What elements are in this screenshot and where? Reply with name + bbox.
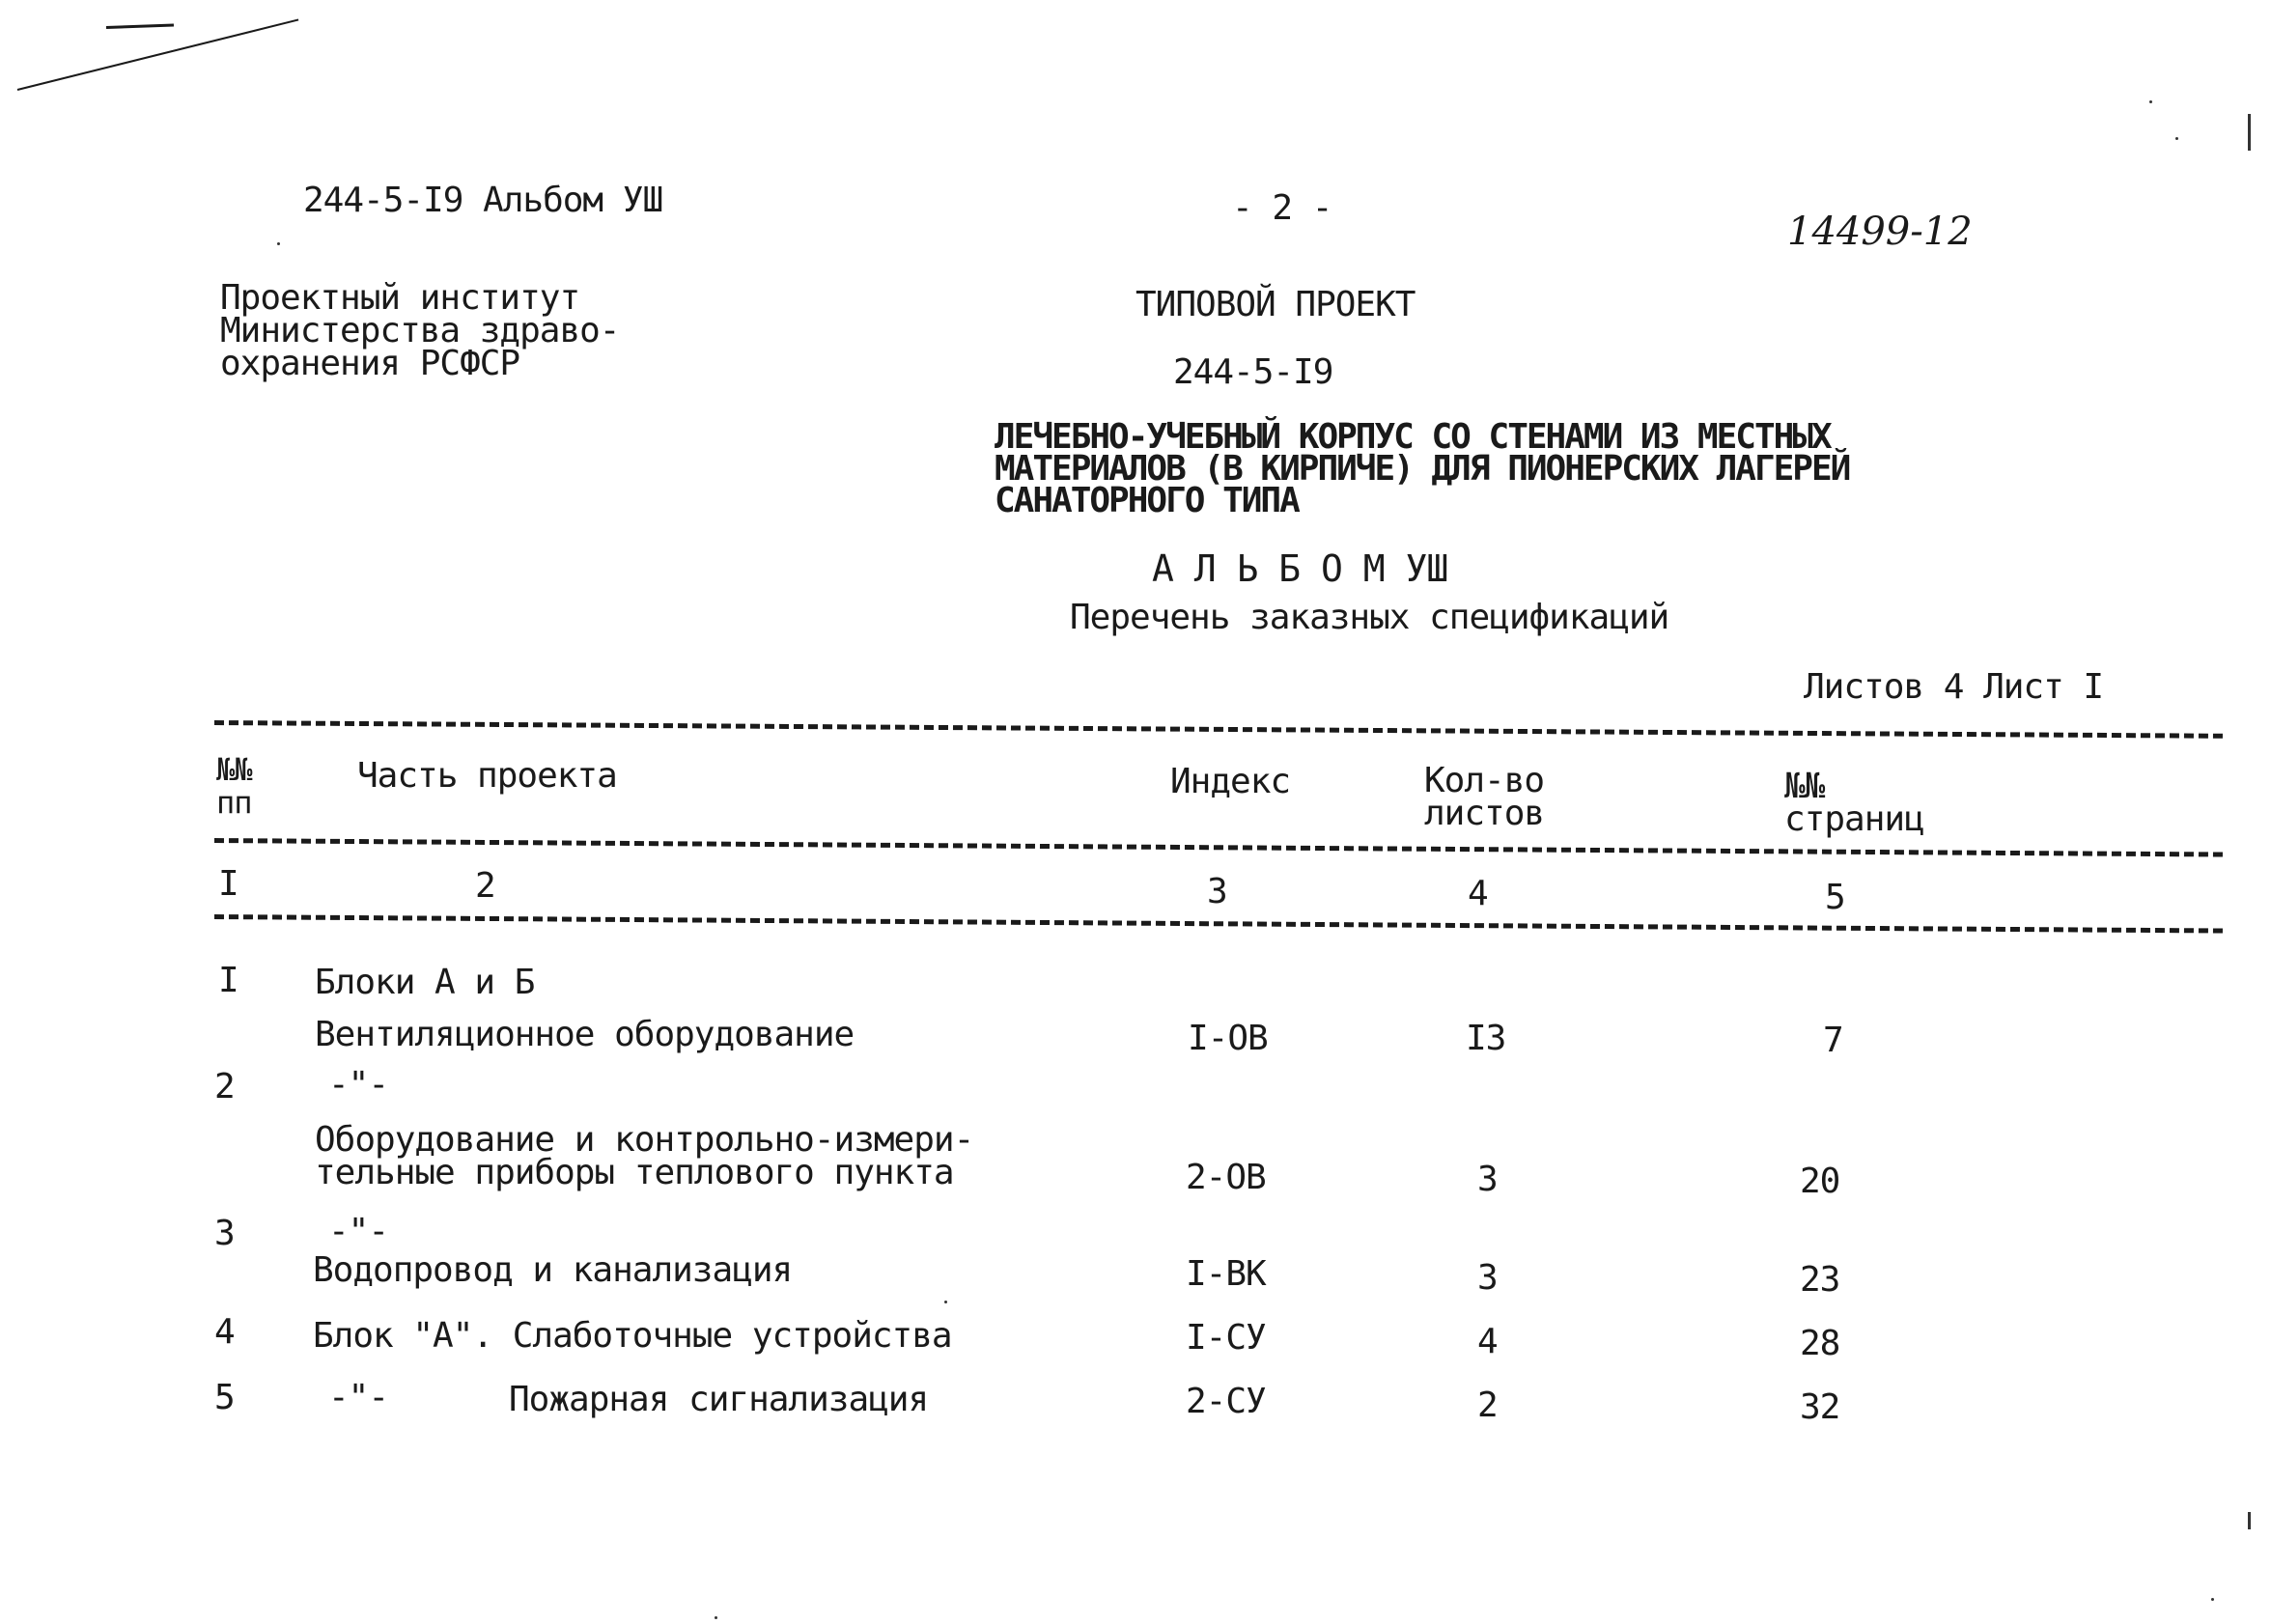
row-index: I-СУ [1186, 1318, 1266, 1358]
row-pages: 28 [1800, 1324, 1840, 1363]
scan-speck [2149, 100, 2152, 103]
row-ditto: -"- [328, 1212, 389, 1251]
column-header-num: №№ пп [216, 751, 252, 821]
table-rule-numbers [214, 914, 2223, 934]
album-title: А Л Ь Б О М УШ [1152, 547, 1448, 590]
row-ditto: -"- [328, 1065, 389, 1105]
row-ditto: -"- [328, 1378, 389, 1417]
page-number: - 2 - [1232, 188, 1332, 228]
row-part: Вентиляционное оборудование [315, 1015, 855, 1054]
album-subtitle: Перечень заказных спецификаций [1070, 598, 1669, 637]
pen-stroke [106, 24, 174, 29]
row-number: 2 [214, 1067, 235, 1106]
sheet-info: Листов 4 Лист I [1804, 667, 2104, 707]
scan-mark [2248, 114, 2251, 151]
column-header-sheets: Кол-во листов [1424, 761, 1545, 833]
column-number: I [218, 864, 238, 904]
row-index: 2-СУ [1186, 1382, 1266, 1421]
row-part: Оборудование и контрольно-измери- тельные приборы теплового пункта [315, 1120, 974, 1192]
scan-speck [944, 1301, 947, 1303]
row-number: 5 [214, 1378, 235, 1417]
row-sheets: 4 [1477, 1322, 1498, 1361]
scan-speck [2211, 1598, 2214, 1601]
row-pages: 7 [1823, 1021, 1843, 1060]
scan-speck [715, 1616, 717, 1619]
row-index: I-ОВ [1188, 1019, 1268, 1058]
row-part: Пожарная сигнализация [509, 1380, 929, 1419]
scan-speck [277, 242, 280, 245]
row-part: Водопровод и канализация [313, 1250, 793, 1290]
album-reference: 244-5-I9 Альбом УШ [303, 181, 663, 220]
row-pages: 20 [1800, 1162, 1840, 1201]
column-header-index: Индекс [1170, 762, 1291, 801]
column-number: 2 [475, 866, 495, 906]
row-sheets: 3 [1477, 1258, 1498, 1298]
project-label: ТИПОВОЙ ПРОЕКТ [1136, 285, 1416, 324]
row-pages: 23 [1800, 1260, 1840, 1300]
row-pages: 32 [1800, 1387, 1840, 1427]
column-number: 5 [1825, 878, 1845, 917]
project-title: ЛЕЧЕБНО-УЧЕБНЫЙ КОРПУС СО СТЕНАМИ ИЗ МЕСТНЫХ МАТЕРИАЛОВ (В КИРПИЧЕ) ДЛЯ ПИОНЕРСКИХ ЛАГЕРЕЙ САНАТОРНОГО ТИПА [995, 417, 1850, 520]
institute-name: Проектный институт Министерства здраво- охранения РСФСР [220, 278, 620, 383]
scan-mark [2248, 1512, 2251, 1529]
table-rule-top [214, 720, 2223, 739]
column-number: 4 [1468, 874, 1488, 913]
row-part: Блок "А". Слаботочные устройства [313, 1316, 952, 1356]
row-number: I [218, 961, 238, 1000]
pen-stroke [17, 18, 299, 91]
column-header-pages: №№ страниц [1784, 767, 1924, 839]
row-sheets: 2 [1477, 1386, 1498, 1425]
row-sheets: 3 [1477, 1160, 1498, 1199]
row-index: I-ВК [1186, 1254, 1266, 1294]
row-index: 2-ОВ [1186, 1158, 1266, 1197]
row-number: 3 [214, 1214, 235, 1253]
scan-speck [2175, 137, 2178, 140]
row-sheets: I3 [1466, 1019, 1506, 1058]
column-number: 3 [1207, 872, 1227, 911]
project-number: 244-5-I9 [1173, 352, 1333, 392]
row-group-title: Блоки А и Б [315, 963, 535, 1002]
table-rule-header [214, 838, 2223, 857]
row-number: 4 [214, 1312, 235, 1352]
handwritten-number: 14499-12 [1787, 210, 1973, 254]
column-header-part: Часть проекта [357, 756, 617, 796]
